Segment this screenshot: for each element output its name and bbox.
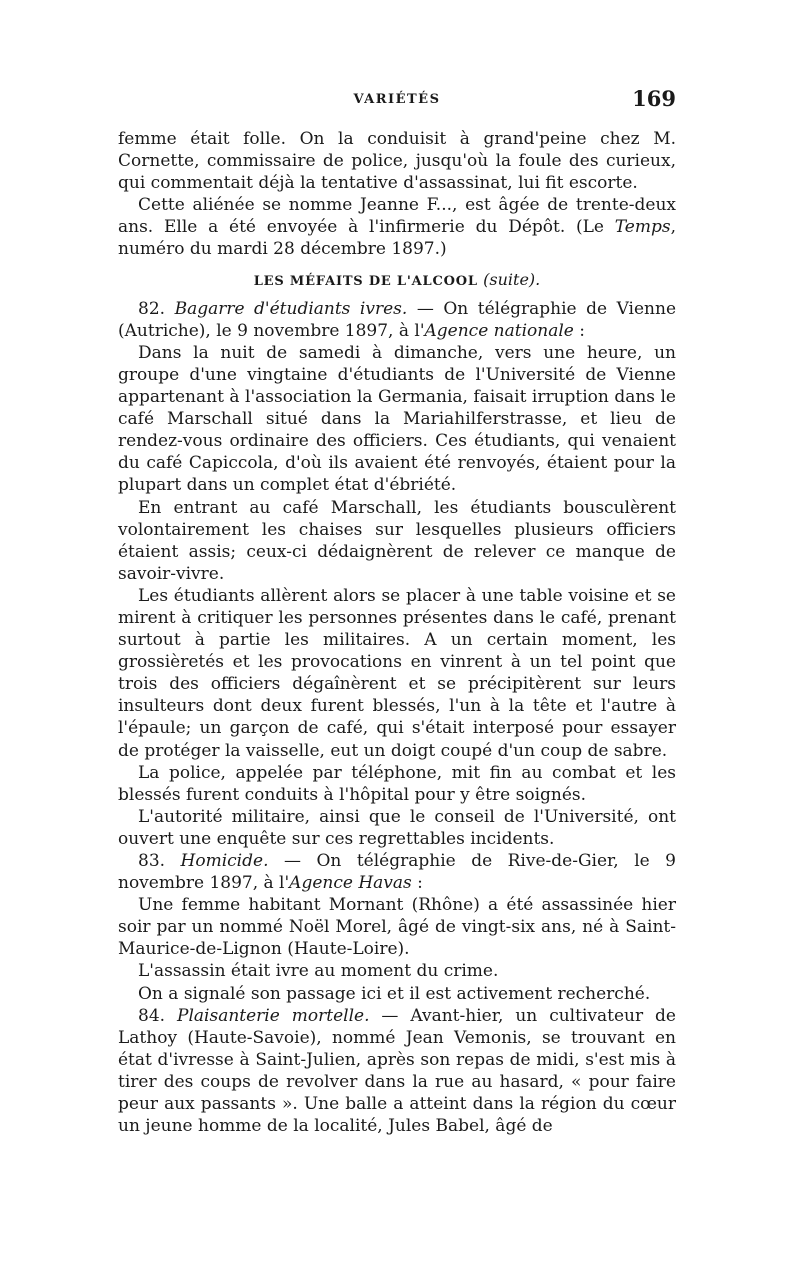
paragraph-alienee	[118, 194, 676, 260]
running-head	[118, 88, 676, 118]
section-suite: (suite).	[483, 269, 541, 289]
book-page	[118, 88, 676, 1137]
section-heading	[118, 269, 676, 293]
item-colon: :	[573, 320, 585, 341]
paragraph-continuation: femme était folle. On la conduisit à grand'peine chez M. Cornette, commissaire de police, jusqu'où la foule des curieux, qui commentait déjà la tentative d'assassinat, lui fit escorte.	[118, 129, 676, 194]
item-82-paragraph: En entrant au café Marschall, les étudiants bousculèrent volontairement les chaises sur lesquelles plusieurs officiers étaient assis; ceux-ci dédaignèrent de relever ce manque de savoir-vivre.	[118, 497, 676, 584]
item-intro: — On télégraphie de Vienne (Autriche), le 9 novembre 1897, à l'	[118, 298, 677, 341]
item-number: 82.	[138, 298, 166, 319]
agency-name: Agence nationale	[424, 320, 574, 341]
paragraph-text: Cette aliénée se nomme Jeanne F..., est âgée de trente-deux ans. Elle a été envoyée à l'infirmerie du Dépôt. (Le	[118, 195, 676, 238]
item-colon: :	[411, 873, 423, 894]
page-number: 169	[632, 86, 676, 111]
item-number: 84.	[138, 1005, 166, 1026]
item-83-paragraph: On a signalé son passage ici et il est activement recherché.	[138, 983, 651, 1004]
paragraph-text: , numéro du mardi 28 décembre 1897.)	[118, 217, 676, 260]
item-intro: — On télégraphie de Rive-de-Gier, le 9 novembre 1897, à l'	[118, 851, 677, 894]
item-82-paragraph: La police, appelée par téléphone, mit fin au combat et les blessés furent conduits à l'hôpital pour y être soignés.	[118, 762, 676, 805]
item-title: Plaisanterie mortelle.	[177, 1005, 370, 1026]
body-text	[118, 128, 676, 1137]
item-84-paragraph	[118, 1005, 676, 1138]
item-82-paragraph: Les étudiants allèrent alors se placer à une table voisine et se mirent à critiquer les personnes présentes dans le café, prenant surtout à partie les militaires. A un certain moment, les grossièretés et les provocations en vinrent à un tel point que trois des officiers dégaînèrent et se précipitèrent sur leurs insulteurs dont deux furent blessés, l'un à la tête et l'autre à l'épaule; un garçon de café, qui s'était interposé pour essayer de protéger la vaisselle, eut un doigt coupé d'un coup de sabre.	[118, 585, 676, 761]
item-82-paragraph: L'autorité militaire, ainsi que le conseil de l'Université, ont ouvert une enquête sur ces regrettables incidents.	[118, 806, 676, 849]
item-title: Homicide.	[180, 851, 269, 871]
section-title: LES MÉFAITS DE L'ALCOOL	[253, 273, 478, 289]
item-83-paragraph: Une femme habitant Mornant (Rhône) a été assassinée hier soir par un nommé Noël Morel, âgé de vingt-six ans, né à Saint-Maurice-de-Lignon (Haute-Loire).	[118, 895, 676, 960]
newspaper-title: Temps	[614, 217, 671, 238]
item-82-paragraph: Dans la nuit de samedi à dimanche, vers une heure, un groupe d'une vingtaine d'étudiants de l'Université de Vienne appartenant à l'association la Germania, faisait irruption dans le café Marschall situé dans la Mariahilferstrasse, et lieu de rendez-vous ordinaire des officiers. Ces étudiants, qui venaient du café Capiccola, d'où ils avaient été renvoyés, étaient pour la plupart dans un complet état d'ébriété.	[118, 342, 676, 496]
running-title: VARIÉTÉS	[353, 92, 441, 107]
item-83-heading	[118, 850, 676, 894]
item-83-paragraph: L'assassin était ivre au moment du crime.	[138, 961, 499, 982]
agency-name: Agence Havas	[289, 873, 412, 894]
item-82-heading	[118, 298, 676, 342]
item-text: — Avant-hier, un cultivateur de Lathoy (Haute-Savoie), nommé Jean Vemonis, se trouvant en état d'ivresse à Saint-Julien, après son repas de midi, s'est mis à tirer des coups de revolver dans la rue au hasard, « pour faire peur aux passants ». Une balle a atteint dans la région du cœur un jeune homme de la localité, Jules Babel, âgé de	[118, 1005, 676, 1137]
item-number: 83.	[138, 851, 166, 871]
item-title: Bagarre d'étudiants ivres.	[174, 298, 408, 319]
